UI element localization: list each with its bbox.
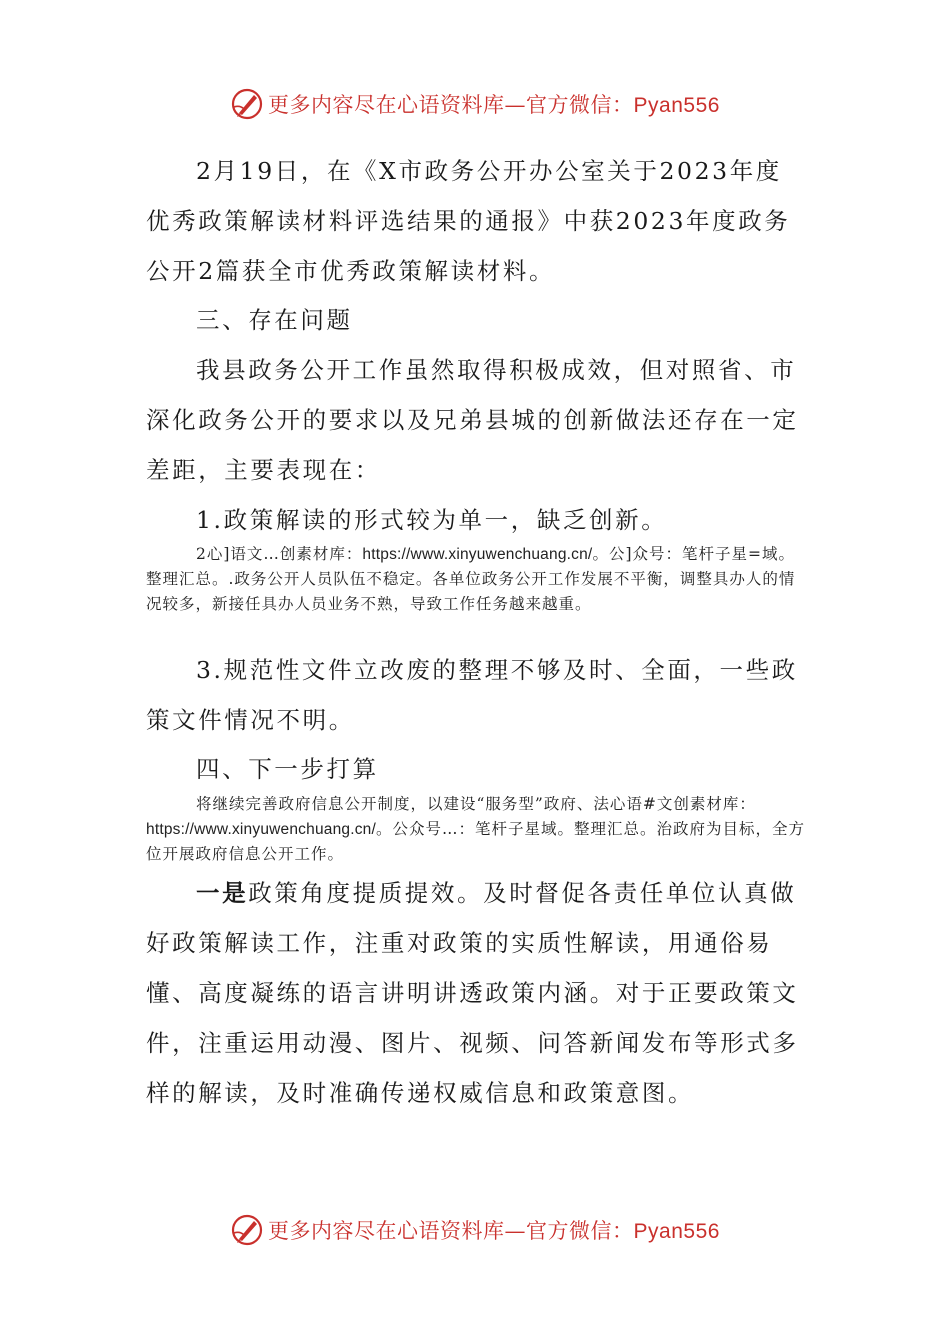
banner-brand-text: Pyan556: [633, 94, 720, 117]
section-heading-problems: 三、存在问题: [196, 306, 353, 334]
small2-text-b: 。公众号…：笔杆子星域。整理汇总。治政府为目标，全方位开展政府信息公开工作。: [146, 820, 806, 863]
paragraph-first-measure: [146, 868, 806, 1118]
small-paragraph-item-2: [146, 542, 806, 617]
document-body: [146, 0, 806, 1344]
small2-url: https://www.xinyuwenchuang.cn/: [146, 821, 377, 838]
section-heading-next-steps: 四、下一步打算: [196, 755, 379, 783]
small2-text-a: 将继续完善政府信息公开制度，以建设“服务型”政府、法心语#文创素材库：: [196, 795, 756, 813]
paragraph-lead-bold: 一是: [196, 879, 249, 907]
banner-text: [268, 1215, 720, 1245]
banner-main-text: 更多内容尽在心语资料库—官方微信：: [268, 1219, 634, 1243]
paragraph-first-measure-text: 政策角度提质提效。及时督促各责任单位认真做好政策解读工作，注重对政策的实质性解读，用通俗易懂、高度凝练的语言讲明讲透政策内涵。对于正要政策文件，注重运用动漫、图片、视频、问答新闻发布等形式多样的解读，及时准确传递权威信息和政策意图。: [146, 879, 799, 1107]
footer-banner: [0, 1210, 950, 1250]
banner-main-text: 更多内容尽在心语资料库—官方微信：: [268, 93, 634, 117]
small-paragraph-next-steps: [146, 792, 806, 867]
paragraph-award: 2月19日，在《X市政务公开办公室关于2023年度优秀政策解读材料评选结果的通报》中获2023年度政务公开2篇获全市优秀政策解读材料。: [146, 157, 791, 285]
banner-brand-text: Pyan556: [633, 1220, 720, 1243]
small1-url: https://www.xinyuwenchuang.cn/: [362, 546, 593, 563]
small1-text-a: 2心]语文…创素材库：: [196, 545, 363, 563]
small1-text-b: 。公]众号：笔杆子星=域。整理汇总。.政务公开人员队伍不稳定。各单位政务公开工作发展不平衡，调整具办人的情况较多，新接任具办人员业务不熟，导致工作任务越来越重。: [146, 545, 796, 613]
paragraph-problems-intro: 我县政务公开工作虽然取得积极成效，但对照省、市深化政务公开的要求以及兄弟县城的创新做法还存在一定差距，主要表现在：: [146, 356, 799, 484]
list-item-3: 3.规范性文件立改废的整理不够及时、全面，一些政策文件情况不明。: [146, 656, 798, 734]
list-item-1: 1.政策解读的形式较为单一，缺乏创新。: [196, 506, 668, 534]
quill-pen-logo-icon: [230, 1213, 264, 1247]
